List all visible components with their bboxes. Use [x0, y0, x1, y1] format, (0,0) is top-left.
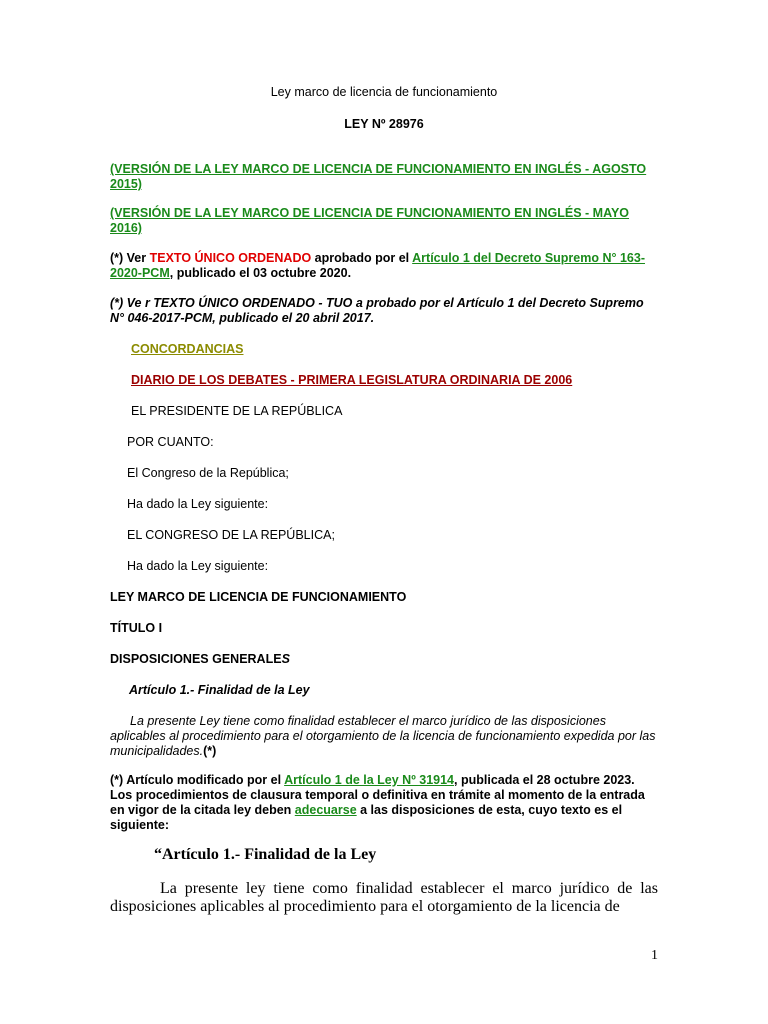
article1-new-text: La presente ley tiene como finalidad establecer el marco jurídico de las disposiciones aplicables al procedimiento para el otorgamiento de la licencia de	[110, 880, 658, 915]
decreto-163-2020-link[interactable]: Artículo 1 del Decreto Supremo N° 163-2020-PCM	[110, 251, 645, 280]
article1-heading: Artículo 1.- Finalidad de la Ley	[129, 683, 310, 697]
article1-text	[110, 714, 658, 759]
page-number: 1	[651, 948, 658, 963]
disposiciones-italic-s: S	[281, 652, 290, 666]
article1-asterisk: (*)	[203, 744, 217, 758]
presidente-heading: EL PRESIDENTE DE LA REPÚBLICA	[131, 404, 343, 418]
version-may-para	[110, 206, 658, 236]
note1-suffix: , publicado el 03 octubre 2020.	[169, 266, 352, 280]
ha-dado-2: Ha dado la Ley siguiente:	[127, 559, 269, 573]
diario-para	[131, 373, 679, 388]
mod-prefix: (*) Artículo modificado por el	[110, 773, 285, 787]
ley-title-heading: LEY MARCO DE LICENCIA DE FUNCIONAMIENTO	[110, 590, 407, 604]
titulo-heading: TÍTULO I	[110, 621, 163, 635]
note-tuo-2020	[110, 251, 658, 281]
congreso-text-1: El Congreso de la República;	[127, 466, 289, 480]
note-tuo-2017: (*) Ve r TEXTO ÚNICO ORDENADO - TUO a probado por el Artículo 1 del Decreto Supremo N° 046-2017-PCM, publicado el 20 abril 2017.	[110, 296, 644, 325]
document-title: Ley marco de licencia de funcionamiento	[270, 85, 498, 99]
concordancias-para	[131, 342, 679, 357]
law-number: LEY Nº 28976	[344, 117, 424, 131]
modification-note	[110, 773, 658, 833]
note1-middle: aprobado por el	[311, 251, 413, 265]
adecuarse-link[interactable]: adecuarse	[294, 803, 357, 817]
diario-debates-link[interactable]: DIARIO DE LOS DEBATES - PRIMERA LEGISLATURA ORDINARIA DE 2006	[131, 373, 573, 387]
disposiciones-text: DISPOSICIONES GENERALE	[110, 652, 282, 666]
ha-dado-1: Ha dado la Ley siguiente:	[127, 497, 269, 511]
version-august-link[interactable]: (VERSIÓN DE LA LEY MARCO DE LICENCIA DE FUNCIONAMIENTO EN INGLÉS - AGOSTO 2015)	[110, 162, 647, 191]
note1-prefix: (*) Ver	[110, 251, 150, 265]
article1-new-heading: “Artículo 1.- Finalidad de la Ley	[154, 846, 377, 863]
congreso-text-2: EL CONGRESO DE LA REPÚBLICA;	[127, 528, 335, 542]
tuo-red-text: TEXTO ÚNICO ORDENADO	[149, 251, 312, 265]
concordancias-link[interactable]: CONCORDANCIAS	[131, 342, 244, 356]
mod-middle: , publicada el 28 octubre 2023. Los procedimientos de clausura temporal o definitiva en trámite al momento de la entrada en vigor de la citada ley deben	[110, 773, 645, 817]
ley-31914-link[interactable]: Artículo 1 de la Ley Nº 31914	[284, 773, 455, 787]
disposiciones-heading	[110, 652, 658, 667]
mod-suffix: a las disposiciones de esta, cuyo texto es el siguiente:	[110, 803, 623, 832]
article1-body: La presente Ley tiene como finalidad establecer el marco jurídico de las disposiciones aplicables al procedimiento para el otorgamiento de la licencia de funcionamiento expedida por las municipalidades.	[110, 714, 656, 758]
version-august-para	[110, 162, 658, 192]
version-may-link[interactable]: (VERSIÓN DE LA LEY MARCO DE LICENCIA DE FUNCIONAMIENTO EN INGLÉS - MAYO 2016)	[110, 206, 630, 235]
por-cuanto: POR CUANTO:	[127, 435, 214, 449]
